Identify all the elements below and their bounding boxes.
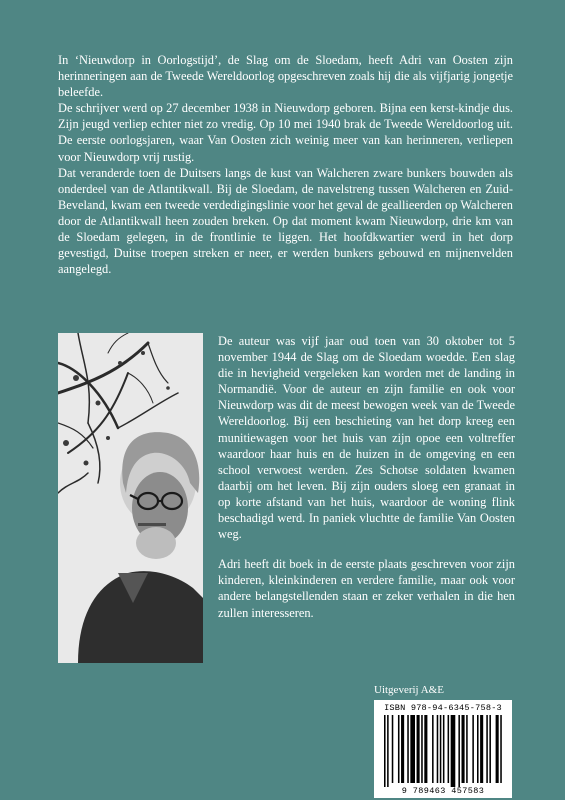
- publisher-name: Uitgeverij A&E: [374, 684, 444, 696]
- barcode-bar: [486, 715, 488, 783]
- barcode-bar: [407, 715, 409, 783]
- column-paragraph-1: De auteur was vijf jaar oud toen van 30 oktober tot 5 november 1944 de Slag om de Sloedam woedde. Een slag die in hevigheid vergeleken kan worden met de landing in Normandië. Voor de auteur en zijn familie en ook voor Nieuwdorp was dit de meest bewogen week van de Tweede Wereldoorlog. Bij een beschieting van het dorp kreeg een munitiewagen voor het huis van zijn opoe een voltreffer waardoor haar huis en de huizen in de omgeving en een school verwoest werden. Zes Schotse soldaten kwamen daarbij om het leven. Bij zijn ouders sloeg een granaat in op korte afstand van het huis, waardoor de woning flink beschadigd werd. In paniek vluchtte de familie Van Oosten weg.: [218, 334, 515, 542]
- barcode-bar: [410, 715, 415, 783]
- barcode-bar: [448, 715, 450, 783]
- barcode-digits: 9 789463 457583: [401, 786, 485, 796]
- intro-text: [58, 52, 513, 277]
- barcode-bar: [443, 715, 445, 783]
- barcode-bar: [462, 715, 465, 783]
- barcode-bar: [480, 715, 483, 783]
- author-photo: [58, 333, 203, 663]
- right-column-text: [218, 333, 515, 635]
- barcode-bar: [472, 715, 474, 783]
- barcode-bar: [421, 715, 423, 783]
- barcode-bar: [424, 715, 427, 783]
- barcode-bar: [500, 715, 502, 783]
- barcode-bar: [398, 715, 400, 783]
- barcode-bar: [496, 715, 499, 783]
- author-photo-image: [58, 333, 203, 663]
- barcode-bar: [458, 715, 460, 787]
- intro-paragraph-2: De schrijver werd op 27 december 1938 in Nieuwdorp geboren. Bijna een kerst-kindje dus. Zijn jeugd verliep echter niet zo vredig. Op 10 mei 1940 brak de Tweede Wereldoorlog uit. De eerste oorlogsjaren, waar Van Oosten zich weinig meer van kan herinneren, verliepen voor Nieuwdorp vrij rustig.: [58, 101, 513, 164]
- barcode: [374, 700, 512, 798]
- column-paragraph-2: Adri heeft dit boek in de eerste plaats geschreven voor zijn kinderen, kleinkinderen en verdere familie, maar ook voor andere belangstellenden staan er zeker verhalen in die hen zullen interesseren.: [218, 557, 515, 620]
- barcode-bar: [384, 715, 386, 787]
- barcode-bars: [378, 715, 508, 787]
- barcode-bar: [489, 715, 491, 783]
- barcode-bar: [392, 715, 394, 783]
- barcode-bar: [477, 715, 479, 783]
- barcode-bar: [466, 715, 468, 783]
- barcode-bar: [432, 715, 434, 783]
- barcode-bar: [437, 715, 439, 783]
- barcode-bar: [417, 715, 420, 783]
- intro-paragraph-1: In ‘Nieuwdorp in Oorlogstijd’, de Slag om de Sloedam, heeft Adri van Oosten zijn herinneringen aan de Tweede Wereldoorlog opgeschreven zoals hij die als vijfjarig jongetje beleefde.: [58, 53, 513, 100]
- intro-paragraph-3: Dat veranderde toen de Duitsers langs de kust van Walcheren zware bunkers bouwden als onderdeel van de Atlantikwall. Bij de Sloedam, de navelstreng tussen Walcheren en Zuid-Beveland, kwam een tweede verdedigingslinie voor het geval de geallieerden op Walcheren door de Atlantikwall heen zouden breken. Op dat moment kwam Nieuwdorp, drie km van de Sloedam gelegen, in de frontlinie te liggen. Het hoofdkwartier werd in het dorp gevestigd, Duitse troepen streken er neer, er werden bunkers gebouwd en mijnenvelden aangelegd.: [58, 165, 513, 277]
- barcode-bar: [440, 715, 442, 783]
- isbn-label: ISBN 978-94-6345-758-3: [384, 703, 502, 713]
- barcode-bar: [451, 715, 456, 787]
- barcode-bar: [387, 715, 389, 787]
- barcode-bar: [401, 715, 404, 783]
